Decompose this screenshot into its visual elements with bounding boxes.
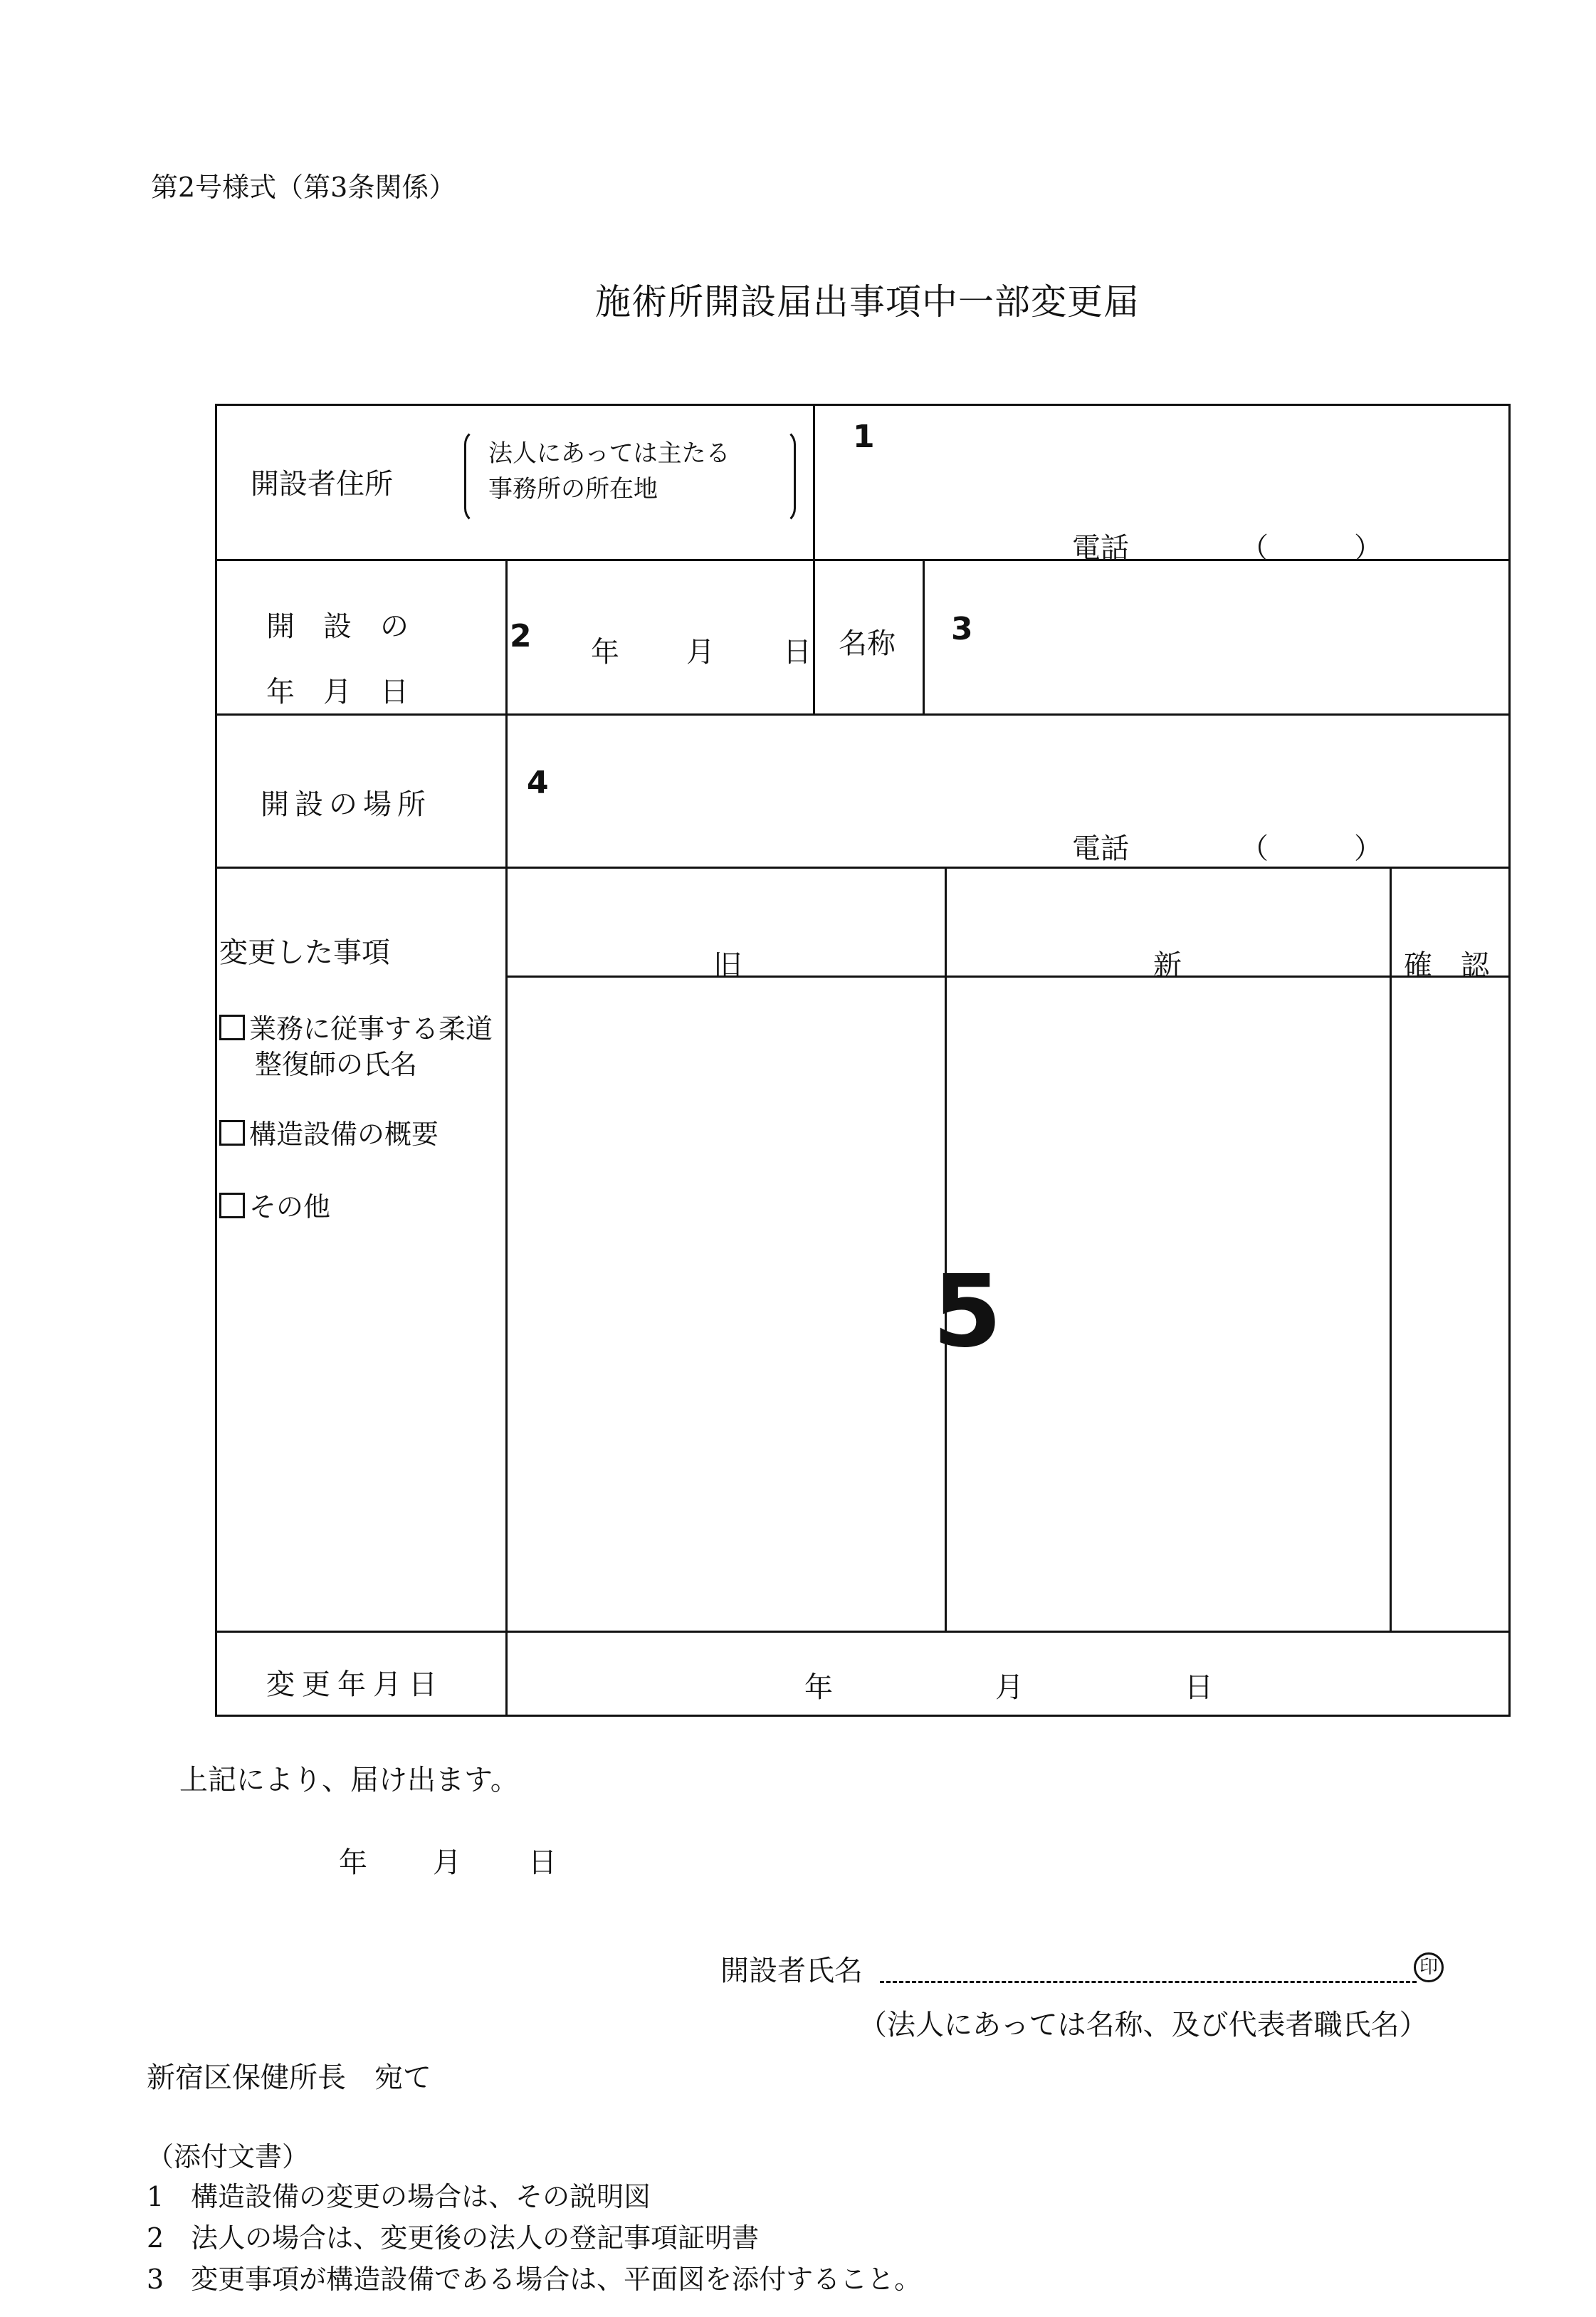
submit-date-month: 月 (433, 1846, 461, 1879)
changes-label: 変更した事項 (219, 936, 390, 969)
field-number-5: 5 (933, 1254, 1002, 1370)
field-number-2: 2 (510, 618, 532, 654)
column-new-header: 新 (1153, 949, 1182, 982)
table-border-left (215, 404, 217, 1717)
opening-date-day: 日 (783, 636, 812, 669)
table-border-top (215, 404, 1511, 406)
place-phone-paren: （ ） (1240, 832, 1382, 865)
table-divider-label (505, 559, 508, 1717)
address-note-line2: 事務所の所在地 (488, 475, 658, 503)
table-divider-name (923, 559, 925, 716)
change-date-label: 変更年月日 (266, 1668, 444, 1701)
table-divider-new-confirm (1390, 867, 1392, 1633)
field-number-4: 4 (527, 765, 549, 801)
table-divider-address (813, 404, 815, 716)
attachment-item-1: 1 構造設備の変更の場合は、その説明図 (147, 2181, 651, 2212)
field-number-3: 3 (951, 611, 973, 647)
change-date-year: 年 (804, 1671, 833, 1704)
table-border-bottom (215, 1715, 1511, 1717)
address-phone-label: 電話 (1072, 532, 1129, 565)
column-confirm-header: 確 認 (1404, 949, 1489, 982)
attachment-item-2: 2 法人の場合は、変更後の法人の登記事項証明書 (147, 2222, 760, 2254)
form-number: 第2号様式（第3条関係） (151, 172, 456, 203)
field-number-1: 1 (853, 419, 875, 455)
place-phone-label: 電話 (1072, 832, 1129, 865)
option-judo-therapist[interactable] (219, 1011, 493, 1047)
opening-place-label: 開設の場所 (261, 788, 431, 821)
table-border-right (1508, 404, 1511, 1717)
opening-date-year: 年 (591, 636, 619, 669)
seal-mark: 印 (1414, 1952, 1444, 1982)
table-border-header (505, 976, 1511, 978)
table-divider-old-new (945, 867, 947, 1633)
signature-line[interactable] (880, 1981, 1417, 1983)
option-structure[interactable] (219, 1116, 439, 1152)
attachment-item-3: 3 変更事項が構造設備である場合は、平面図を添付すること。 (147, 2264, 922, 2295)
statement: 上記により、届け出ます。 (179, 1764, 519, 1796)
column-old-header: 旧 (713, 949, 742, 982)
option-other-checkbox[interactable] (219, 1193, 245, 1218)
submit-date-day: 日 (528, 1846, 557, 1879)
option-structure-checkbox[interactable] (219, 1120, 245, 1146)
option-judo-therapist-label-line1: 業務に従事する柔道 (249, 1013, 493, 1045)
option-other-label: その他 (249, 1191, 331, 1223)
table-border-row3 (215, 867, 1511, 869)
founder-address-label: 開設者住所 (251, 468, 393, 501)
addressee: 新宿区保健所長 宛て (147, 2061, 431, 2094)
change-date-day: 日 (1185, 1671, 1213, 1704)
table-border-row2 (215, 713, 1511, 716)
signature-note: （法人にあっては名称、及び代表者職氏名） (859, 2009, 1428, 2041)
address-note-line1: 法人にあっては主たる (488, 439, 730, 468)
option-structure-label: 構造設備の概要 (249, 1119, 439, 1150)
change-date-month: 月 (995, 1671, 1024, 1704)
form-title: 施術所開設届出事項中一部変更届 (595, 281, 1140, 323)
option-judo-therapist-checkbox[interactable] (219, 1015, 245, 1040)
attachments-heading: （添付文書） (147, 2141, 310, 2172)
table-border-row4 (215, 1631, 1511, 1633)
option-judo-therapist-line2: 整復師の氏名 (255, 1049, 418, 1080)
submit-date-year: 年 (339, 1846, 367, 1879)
opening-date-label-line2: 年 月 日 (266, 676, 409, 708)
opening-date-month: 月 (686, 636, 715, 669)
option-other[interactable] (219, 1189, 330, 1225)
signature-label: 開設者氏名 (720, 1955, 863, 1987)
opening-date-label-line1: 開 設 の (266, 610, 409, 643)
address-phone-paren: （ ） (1240, 532, 1382, 565)
name-label: 名称 (839, 627, 896, 660)
